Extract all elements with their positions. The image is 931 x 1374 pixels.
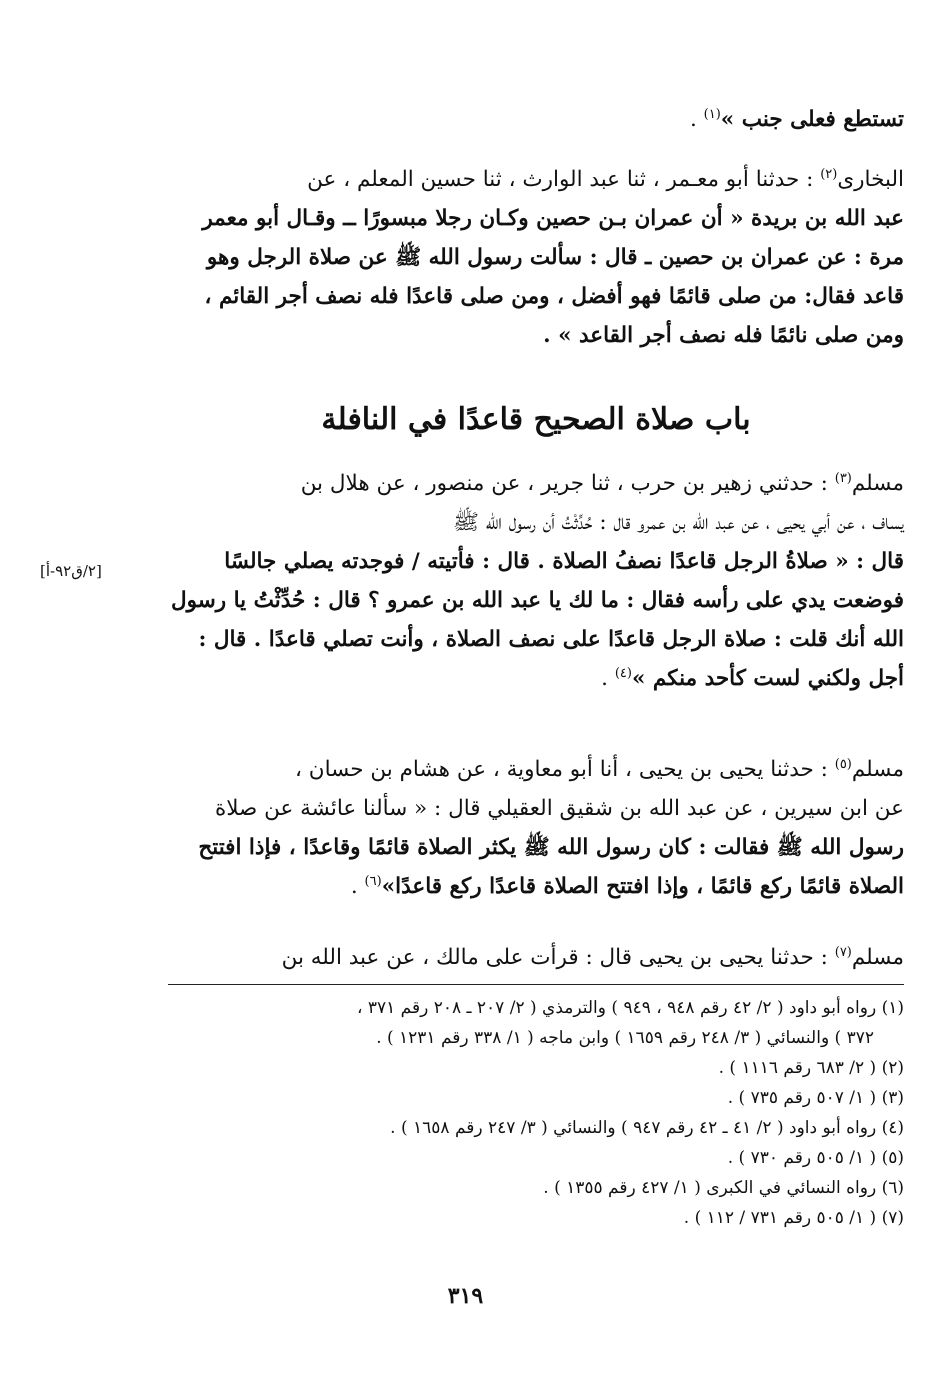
footnote-marker: (٧)	[834, 944, 852, 960]
source-name: مسلم	[851, 471, 904, 496]
line-tail: .	[601, 666, 615, 691]
text-line: رسول الله ﷺ فقالت : كان رسول الله ﷺ يكثر الصلاة قائمًا وقاعدًا ، فإذا افتتح	[198, 835, 904, 860]
margin-reference: [٢/ق٩٢-أ]	[40, 562, 102, 580]
footnote-item: (٦) رواه النسائي في الكبرى ( ١/ ٤٢٧ رقم ١٣٥٥ ) .	[543, 1178, 904, 1198]
isnad-text: : حدثنا أبو معـمر ، ثنا عبد الوارث ، ثنا حسين المعلم ، عن	[307, 167, 821, 192]
footnote-item: (٢) ( ٢/ ٦٨٣ رقم ١١١٦ ) .	[718, 1058, 904, 1078]
text-line	[168, 659, 904, 698]
footnote-divider	[168, 984, 904, 985]
text-line: الله أنك قلت : صلاة الرجل قاعدًا على نصف الصلاة ، وأنت تصلي قاعدًا . قال :	[198, 627, 904, 652]
isnad-text: : حدثنا يحيى بن يحيى قال : قرأت على مالك ، عن عبد الله بن	[281, 945, 835, 970]
source-name: البخارى	[837, 167, 904, 192]
footnote-marker: (٣)	[834, 470, 852, 486]
text-line: يساف ، عن أبي يحيى ، عن عبد الله بن عمرو قال : حُدِّثْتُ أن رسول الله ﷺ	[453, 510, 904, 535]
paragraph-continuation	[168, 100, 904, 139]
footnote-item: (١) رواه أبو داود ( ٢/ ٤٢ رقم ٩٤٨ ، ٩٤٩ ) والترمذي ( ٢/ ٢٠٧ ـ ٢٠٨ رقم ٣٧١ ،	[356, 998, 904, 1018]
paragraph-muslim-3	[168, 938, 904, 977]
text-line	[168, 100, 904, 139]
footnote-item: (٣) ( ١/ ٥٠٧ رقم ٧٣٥ ) .	[727, 1088, 904, 1108]
chapter-heading: باب صلاة الصحيح قاعدًا في النافلة	[321, 402, 751, 437]
hadith-text: الصلاة قائمًا ركع قائمًا ، وإذا افتتح الصلاة قاعدًا ركع قاعدًا»	[381, 874, 904, 899]
paragraph-bukhari	[168, 160, 904, 355]
text-line: ومن صلى نائمًا فله نصف أجر القاعد » .	[543, 323, 904, 348]
text-line: عن ابن سيرين ، عن عبد الله بن شقيق العقيلي قال : « سألنا عائشة عن صلاة	[214, 796, 904, 821]
footnote-marker: (٥)	[834, 756, 852, 772]
page-number: ٣١٩	[447, 1283, 484, 1309]
footnote-item: ٣٧٢ ) والنسائي ( ٣/ ٢٤٨ رقم ١٦٥٩ ) وابن ماجه ( ١/ ٣٣٨ رقم ١٢٣١ ) .	[376, 1028, 874, 1048]
text-line: قال : « صلاةُ الرجل قاعدًا نصفُ الصلاة . قال : فأتيته / فوجدته يصلي جالسًا	[224, 549, 904, 574]
footnote-item: (٤) رواه أبو داود ( ٢/ ٤١ ـ ٤٢ رقم ٩٤٧ ) والنسائي ( ٣/ ٢٤٧ رقم ١٦٥٨ ) .	[390, 1118, 904, 1138]
footnote-item: (٥) ( ١/ ٥٠٥ رقم ٧٣٠ ) .	[727, 1148, 904, 1168]
source-name: مسلم	[851, 945, 904, 970]
footnote-marker: (٤)	[614, 665, 632, 681]
footnote-marker: (١)	[703, 106, 721, 122]
text-line: مرة : عن عمران بن حصين ـ قال : سألت رسول الله ﷺ عن صلاة الرجل وهو	[206, 245, 904, 270]
footnotes	[168, 993, 904, 1233]
isnad-text: : حدثنا يحيى بن يحيى ، أنا أبو معاوية ، عن هشام بن حسان ،	[295, 757, 835, 782]
paragraph-muslim-2	[168, 750, 904, 906]
text-line	[168, 464, 904, 503]
line-tail: .	[350, 874, 365, 899]
text-line	[168, 160, 904, 199]
footnote-marker: (٦)	[364, 873, 382, 889]
text-line	[168, 750, 904, 789]
line-tail: .	[689, 107, 704, 132]
text-line	[168, 938, 904, 977]
text-line: فوضعت يدي على رأسه فقال : ما لك يا عبد الله بن عمرو ؟ قال : حُدِّثْتُ يا رسول	[170, 588, 904, 613]
hadith-text: أجل ولكني لست كأحد منكم »	[631, 666, 904, 691]
text-line: عبد الله بن بريدة « أن عمران بـن حصين وكـان رجلا مبسورًا ــ وقـال أبو معمر	[202, 206, 904, 231]
paragraph-muslim-1	[168, 464, 904, 698]
isnad-text: : حدثني زهير بن حرب ، ثنا جرير ، عن منصور ، عن هلال بن	[300, 471, 835, 496]
footnote-item: (٧) ( ١/ ٥٠٥ رقم ٧٣١ / ١١٢ ) .	[683, 1208, 904, 1228]
footnote-marker: (٢)	[820, 166, 838, 182]
source-name: مسلم	[851, 757, 904, 782]
text-line	[168, 867, 904, 906]
hadith-text: تستطع فعلى جنب »	[720, 107, 904, 132]
text-line: قاعد فقال: من صلى قائمًا فهو أفضل ، ومن صلى قاعدًا فله نصف أجر القائم ،	[204, 284, 904, 309]
